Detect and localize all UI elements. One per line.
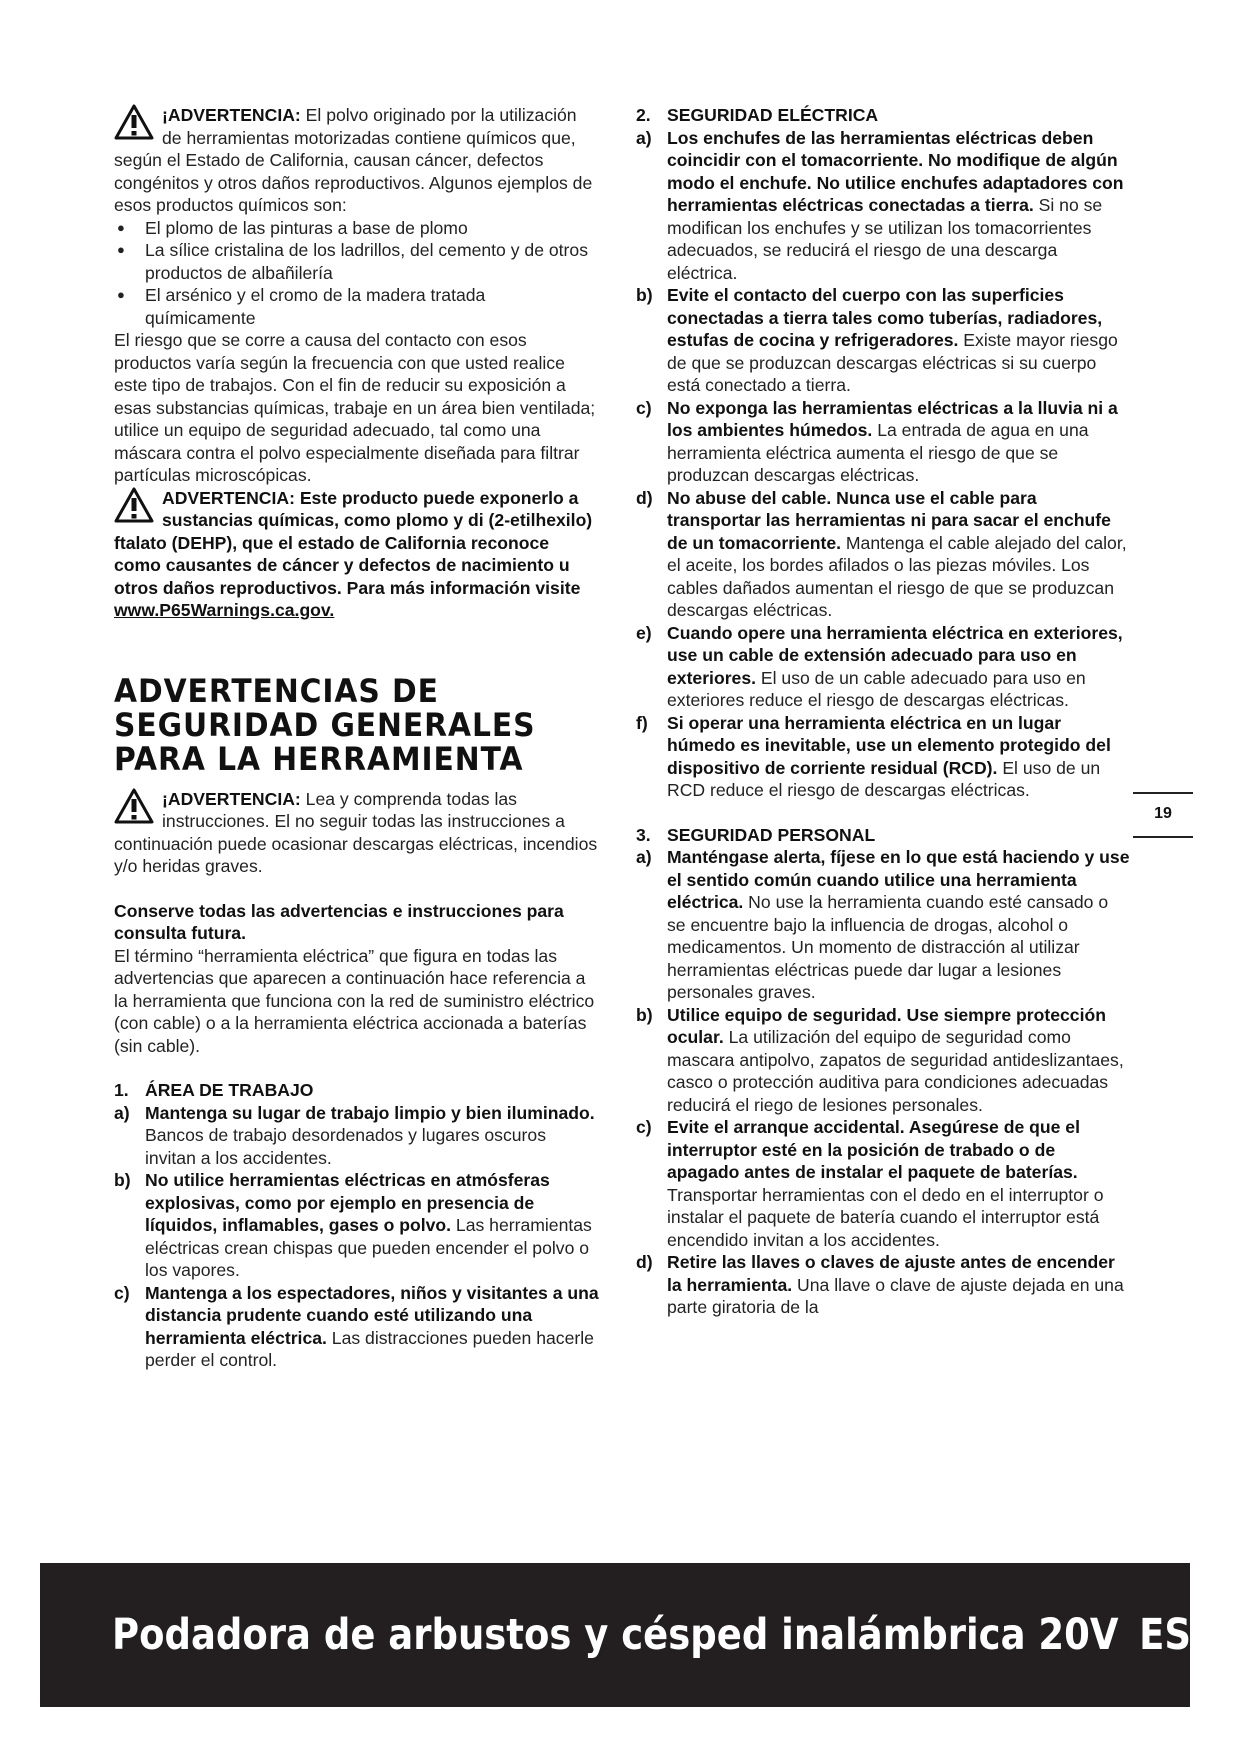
page-number: 19 — [1154, 805, 1172, 822]
section-title-text: SEGURIDAD ELÉCTRICA — [667, 105, 879, 125]
warning-dust-closing: El riesgo que se corre a causa del contacto con esos productos varía según la frecuencia con que usted realice este tipo de trabajos. Con el fin de reducir su exposición a esas substancias químicas, trabaje en un área bien ventilada; utilice un equipo de seguridad adecuado, tal como una máscara contra el polvo especialmente diseñada para filtrar partículas microscópicas. — [114, 330, 596, 485]
item-bold: Manténgase alerta, fíjese en lo que está haciendo y use el sentido común cuando utilice una herramienta eléctrica. — [667, 847, 1130, 912]
item-text: Bancos de trabajo desordenados y lugares oscuros invitan a los accidentes. — [145, 1125, 546, 1168]
warning-dust — [114, 104, 600, 487]
item-label: a) — [636, 847, 652, 867]
section-number: 1. — [114, 1080, 129, 1100]
section-number: 2. — [636, 105, 651, 125]
section-title-text: ÁREA DE TRABAJO — [145, 1080, 314, 1100]
list-item — [636, 127, 1130, 285]
item-bold: Mantenga a los espectadores, niños y visitantes a una distancia prudente cuando esté utilizando una herramienta eléctrica. — [145, 1282, 599, 1348]
heading-line: PARA LA HERRAMIENTA — [114, 739, 524, 778]
item-bold: Evite el contacto del cuerpo con las superficies conectadas a tierra tales como tuberías, radiadores, estufas de cocina y refrigeradores. — [667, 285, 1103, 350]
list-item: ● El plomo de las pinturas a base de plomo — [114, 217, 600, 240]
warning-body: El polvo originado por la utilización de herramientas motorizadas contiene químicos que, según el Estado de California, causan cáncer, defectos congénitos y otros daños reproductivos. Algunos ejemplos de esos productos químicos son: — [114, 105, 593, 215]
section-title-text: SEGURIDAD PERSONAL — [667, 824, 876, 845]
p65-link[interactable]: www.P65Warnings.ca.gov. — [114, 600, 335, 620]
page-number-marker — [1133, 792, 1193, 838]
section-work-area — [114, 1079, 600, 1372]
item-bold: Los enchufes de las herramientas eléctricas deben coincidir con el tomacorriente. No modifique de algún modo el enchufe. No utilice enchufes adaptadores con herramientas eléctricas conectadas a tierra. — [667, 127, 1124, 215]
section-electrical-safety — [636, 104, 1130, 802]
warning-dust-text — [114, 104, 600, 217]
warning-triangle-icon — [114, 104, 156, 142]
warning-label: ¡ADVERTENCIA: — [162, 788, 301, 809]
footer-banner — [40, 1563, 1190, 1707]
item-text: Mantenga el cable alejado del calor, el aceite, los bordes afilados o las piezas móviles. Los cables dañados aumentan el riesgo de que se produzcan descargas eléctricas. — [667, 532, 1127, 620]
section-title — [114, 1079, 600, 1102]
item-label: a) — [636, 127, 652, 148]
item-text: No use la herramienta cuando esté cansado o se encuentre bajo la influencia de drogas, alcohol o medicamentos. Un momento de distracción al utilizar herramientas eléctricas puede dar lugar a lesiones personales graves. — [667, 892, 1109, 1002]
conserve-heading: Conserve todas las advertencias e instrucciones para consulta futura. — [114, 900, 564, 943]
section-number: 3. — [636, 824, 651, 845]
list-item — [636, 397, 1130, 487]
item-label: c) — [636, 397, 652, 418]
item-label: a) — [114, 1102, 130, 1123]
footer-title — [112, 1607, 1191, 1663]
item-label: c) — [114, 1282, 130, 1303]
section-title — [636, 824, 1130, 847]
list-item — [636, 846, 1130, 1004]
item-bold: Si operar una herramienta eléctrica en un lugar húmedo es inevitable, use un elemento protegido del dispositivo de corriente residual (RCD). — [667, 712, 1111, 778]
divider — [1133, 792, 1193, 794]
list-item — [636, 284, 1130, 397]
list-item — [636, 487, 1130, 622]
item-bold: Evite el arranque accidental. Asegúrese de que el interruptor esté en la posición de trabado o de apagado antes de instalar el paquete de baterías. — [667, 1117, 1080, 1182]
section-personal-safety — [636, 824, 1130, 1319]
warning-prop65 — [114, 487, 600, 622]
section-title — [636, 104, 1130, 127]
product-name: Podadora de arbustos y césped inalámbrica 20V — [112, 1610, 1119, 1660]
item-text: Las herramientas eléctricas crean chispas que pueden encender el polvo o los vapores. — [145, 1215, 592, 1280]
chemicals-list — [114, 217, 600, 330]
list-item — [636, 622, 1130, 712]
warning-body: ADVERTENCIA: Este producto puede exponerlo a sustancias químicas, como plomo y di (2-etilhexilo) ftalato (DEHP), que el estado de California reconoce como causantes de cáncer y defectos de nacimiento u otros daños reproductivos. Para más información visite — [114, 487, 593, 598]
item-text: La entrada de agua en una herramienta eléctrica aumenta el riesgo de que se produzcan descargas eléctricas. — [667, 420, 1089, 485]
item-text: Una llave o clave de ajuste dejada en una parte giratoria de la — [667, 1274, 1124, 1317]
list-item — [636, 712, 1130, 802]
item-bold: Mantenga su lugar de trabajo limpio y bien iluminado. — [145, 1102, 595, 1123]
heading-line: SEGURIDAD GENERALES — [114, 705, 536, 744]
item-bold: No exponga las herramientas eléctricas a la lluvia ni a los ambientes húmedos. — [667, 397, 1118, 440]
list-item: ● La sílice cristalina de los ladrillos, del cemento y de otros productos de albañilería — [114, 239, 600, 284]
warning-triangle-icon — [114, 788, 156, 826]
list-item: ● El arsénico y el cromo de la madera tratada químicamente — [114, 284, 600, 329]
conserve-block — [114, 900, 600, 1058]
list-item — [636, 1004, 1130, 1117]
item-bold: No abuse del cable. Nunca use el cable para transportar las herramientas ni para sacar el enchufe de un tomacorriente. — [667, 487, 1111, 553]
item-text: Las distracciones pueden hacerle perder el control. — [145, 1327, 594, 1370]
warning-read-instructions — [114, 788, 600, 878]
item-bold: Utilice equipo de seguridad. Use siempre protección ocular. — [667, 1004, 1106, 1047]
warning-read-text — [114, 788, 600, 878]
right-column — [636, 104, 1130, 1319]
warning-body: Lea y comprenda todas las instrucciones. El no seguir todas las instrucciones a continuación puede ocasionar descargas eléctricas, incendios y/o heridas graves. — [114, 788, 598, 876]
item-label: e) — [636, 622, 652, 643]
item-text: Si no se modifican los enchufes y se utilizan los tomacorrientes adecuados, se reducirá el riesgo de una descarga eléctrica. — [667, 195, 1103, 283]
list-item — [636, 1116, 1130, 1251]
item-text: El uso de un RCD reduce el riesgo de descargas eléctricas. — [667, 757, 1101, 800]
language-code: ES — [1139, 1610, 1192, 1660]
heading-line: ADVERTENCIAS DE — [114, 671, 439, 710]
divider — [1133, 836, 1193, 838]
warning-prop65-text — [114, 487, 600, 622]
item-label: d) — [636, 1252, 653, 1272]
item-text: Transportar herramientas con el dedo en el interruptor o instalar el paquete de batería cuando el interruptor está encendido invitan a los accidentes. — [667, 1184, 1104, 1250]
item-label: b) — [636, 1004, 653, 1025]
item-label: b) — [114, 1170, 131, 1190]
item-text: La utilización del equipo de seguridad como mascara antipolvo, zapatos de seguridad antideslizantaes, casco o protección auditiva para condiciones adecuadas reducirá el riego de lesiones personales. — [667, 1027, 1124, 1115]
conserve-text: El término “herramienta eléctrica” que figura en todas las advertencias que aparecen a continuación hace referencia a la herramienta que funciona con la red de suministro eléctrico (con cable) o a la herramienta eléctrica accionada a baterías (sin cable). — [114, 945, 595, 1056]
list-item — [636, 1251, 1130, 1319]
list-item — [114, 1282, 600, 1372]
warning-label: ¡ADVERTENCIA: — [162, 105, 301, 125]
page-title — [114, 671, 566, 778]
list-item — [114, 1102, 600, 1170]
item-label: c) — [636, 1117, 652, 1137]
warning-triangle-icon — [114, 487, 156, 525]
item-label: f) — [636, 712, 648, 733]
item-bold: Cuando opere una herramienta eléctrica en exteriores, use un cable de extensión adecuado para uso en exteriores. — [667, 622, 1123, 688]
item-text: Existe mayor riesgo de que se produzcan descargas eléctricas si su cuerpo está conectado a tierra. — [667, 330, 1118, 395]
item-bold: No utilice herramientas eléctricas en atmósferas explosivas, como por ejemplo en presencia de líquidos, inflamables, gases o polvo. — [145, 1170, 550, 1235]
item-bold: Retire las llaves o claves de ajuste antes de encender la herramienta. — [667, 1252, 1115, 1295]
left-column — [114, 104, 600, 1372]
item-label: b) — [636, 285, 653, 305]
list-item — [114, 1169, 600, 1282]
item-text: El uso de un cable adecuado para uso en exteriores reduce el riesgo de descargas eléctricas. — [667, 667, 1086, 710]
item-label: d) — [636, 487, 653, 508]
